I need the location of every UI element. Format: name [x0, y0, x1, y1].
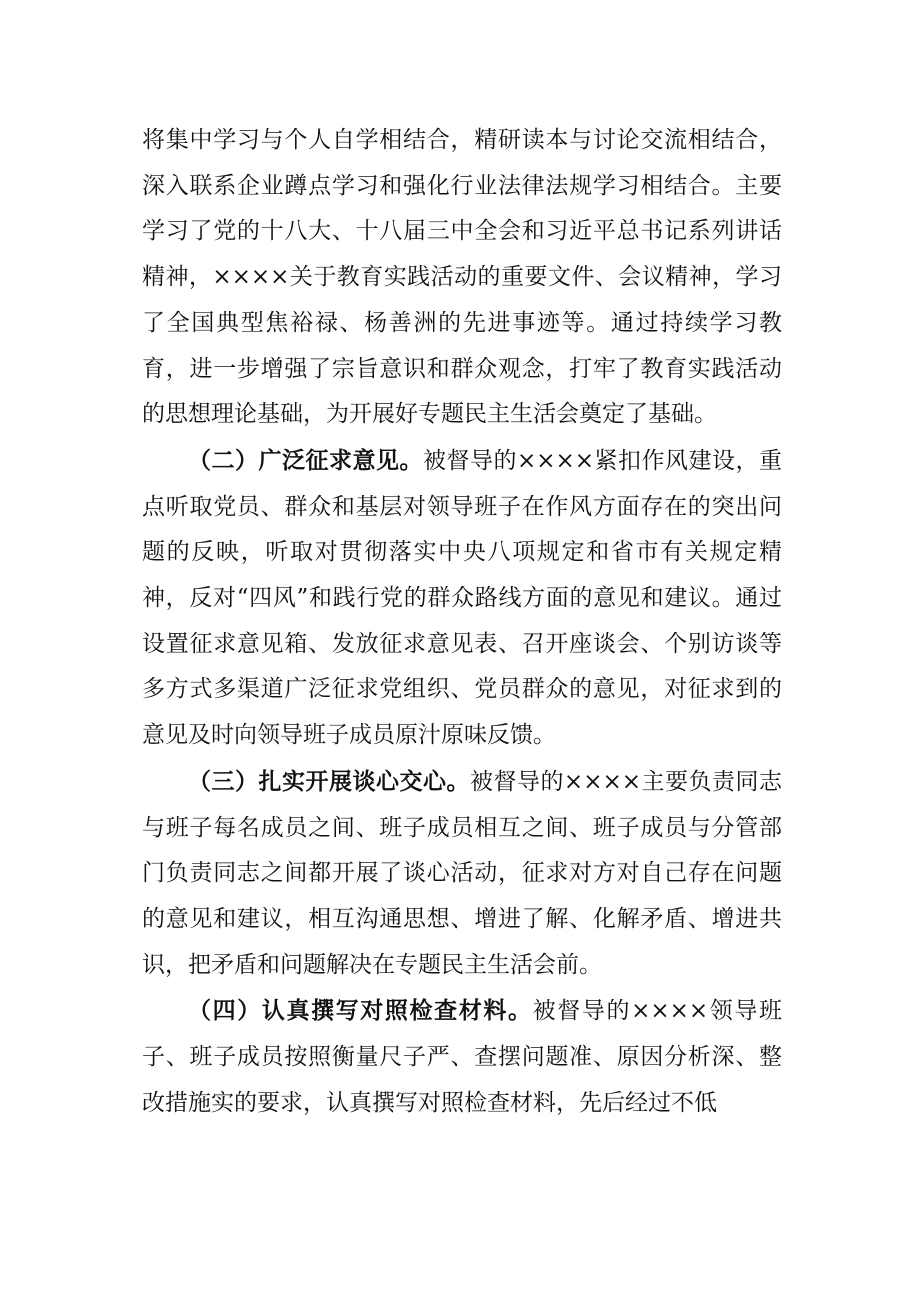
paragraph-body: 被督导的××××领导班子、班子成员按照衡量尺子严、查摆问题准、原因分析深、整改措施实的要求，认真撰写对照检查材料，先后经过不低: [142, 998, 782, 1116]
section-heading-3: （三）扎实开展谈心交心。: [188, 767, 470, 795]
section-heading-4: （四）认真撰写对照检查材料。: [188, 997, 533, 1025]
paragraph-self-inspection: [142, 988, 782, 1126]
paragraph-study-continuation: [142, 118, 782, 438]
paragraph-solicit-opinions: [142, 438, 782, 759]
paragraph-body: 被督导的××××紧扣作风建设，重点听取党员、群众和基层对领导班子在作风方面存在的突出问题的反映，听取对贯彻落实中央八项规定和省市有关规定精神，反对“四风”和践行党的群众路线方面的意见和建议。通过设置征求意见箱、发放征求意见表、召开座谈会、个别访谈等多方式多渠道广泛征求党组织、党员群众的意见，对征求到的意见及时向领导班子成员原汁原味反馈。: [142, 447, 783, 749]
document-body: [142, 118, 782, 1126]
paragraph-body: 被督导的××××主要负责同志与班子每名成员之间、班子成员相互之间、班子成员与分管部门负责同志之间都开展了谈心活动，征求对方对自己存在问题的意见和建议，相互沟通思想、增进了解、化解矛盾、增进共识，把矛盾和问题解决在专题民主生活会前。: [142, 768, 782, 978]
section-heading-2: （二）广泛征求意见。: [188, 446, 423, 474]
paragraph-heart-to-heart: [142, 759, 782, 989]
paragraph-body: 将集中学习与个人自学相结合，精研读本与讨论交流相结合，深入联系企业蹲点学习和强化行业法律法规学习相结合。主要学习了党的十八大、十八届三中全会和习近平总书记系列讲话精神，××××关于教育实践活动的重要文件、会议精神，学习了全国典型焦裕禄、杨善洲的先进事迹等。通过持续学习教育，进一步增强了宗旨意识和群众观念，打牢了教育实践活动的思想理论基础，为开展好专题民主生活会奠定了基础。: [142, 127, 782, 428]
